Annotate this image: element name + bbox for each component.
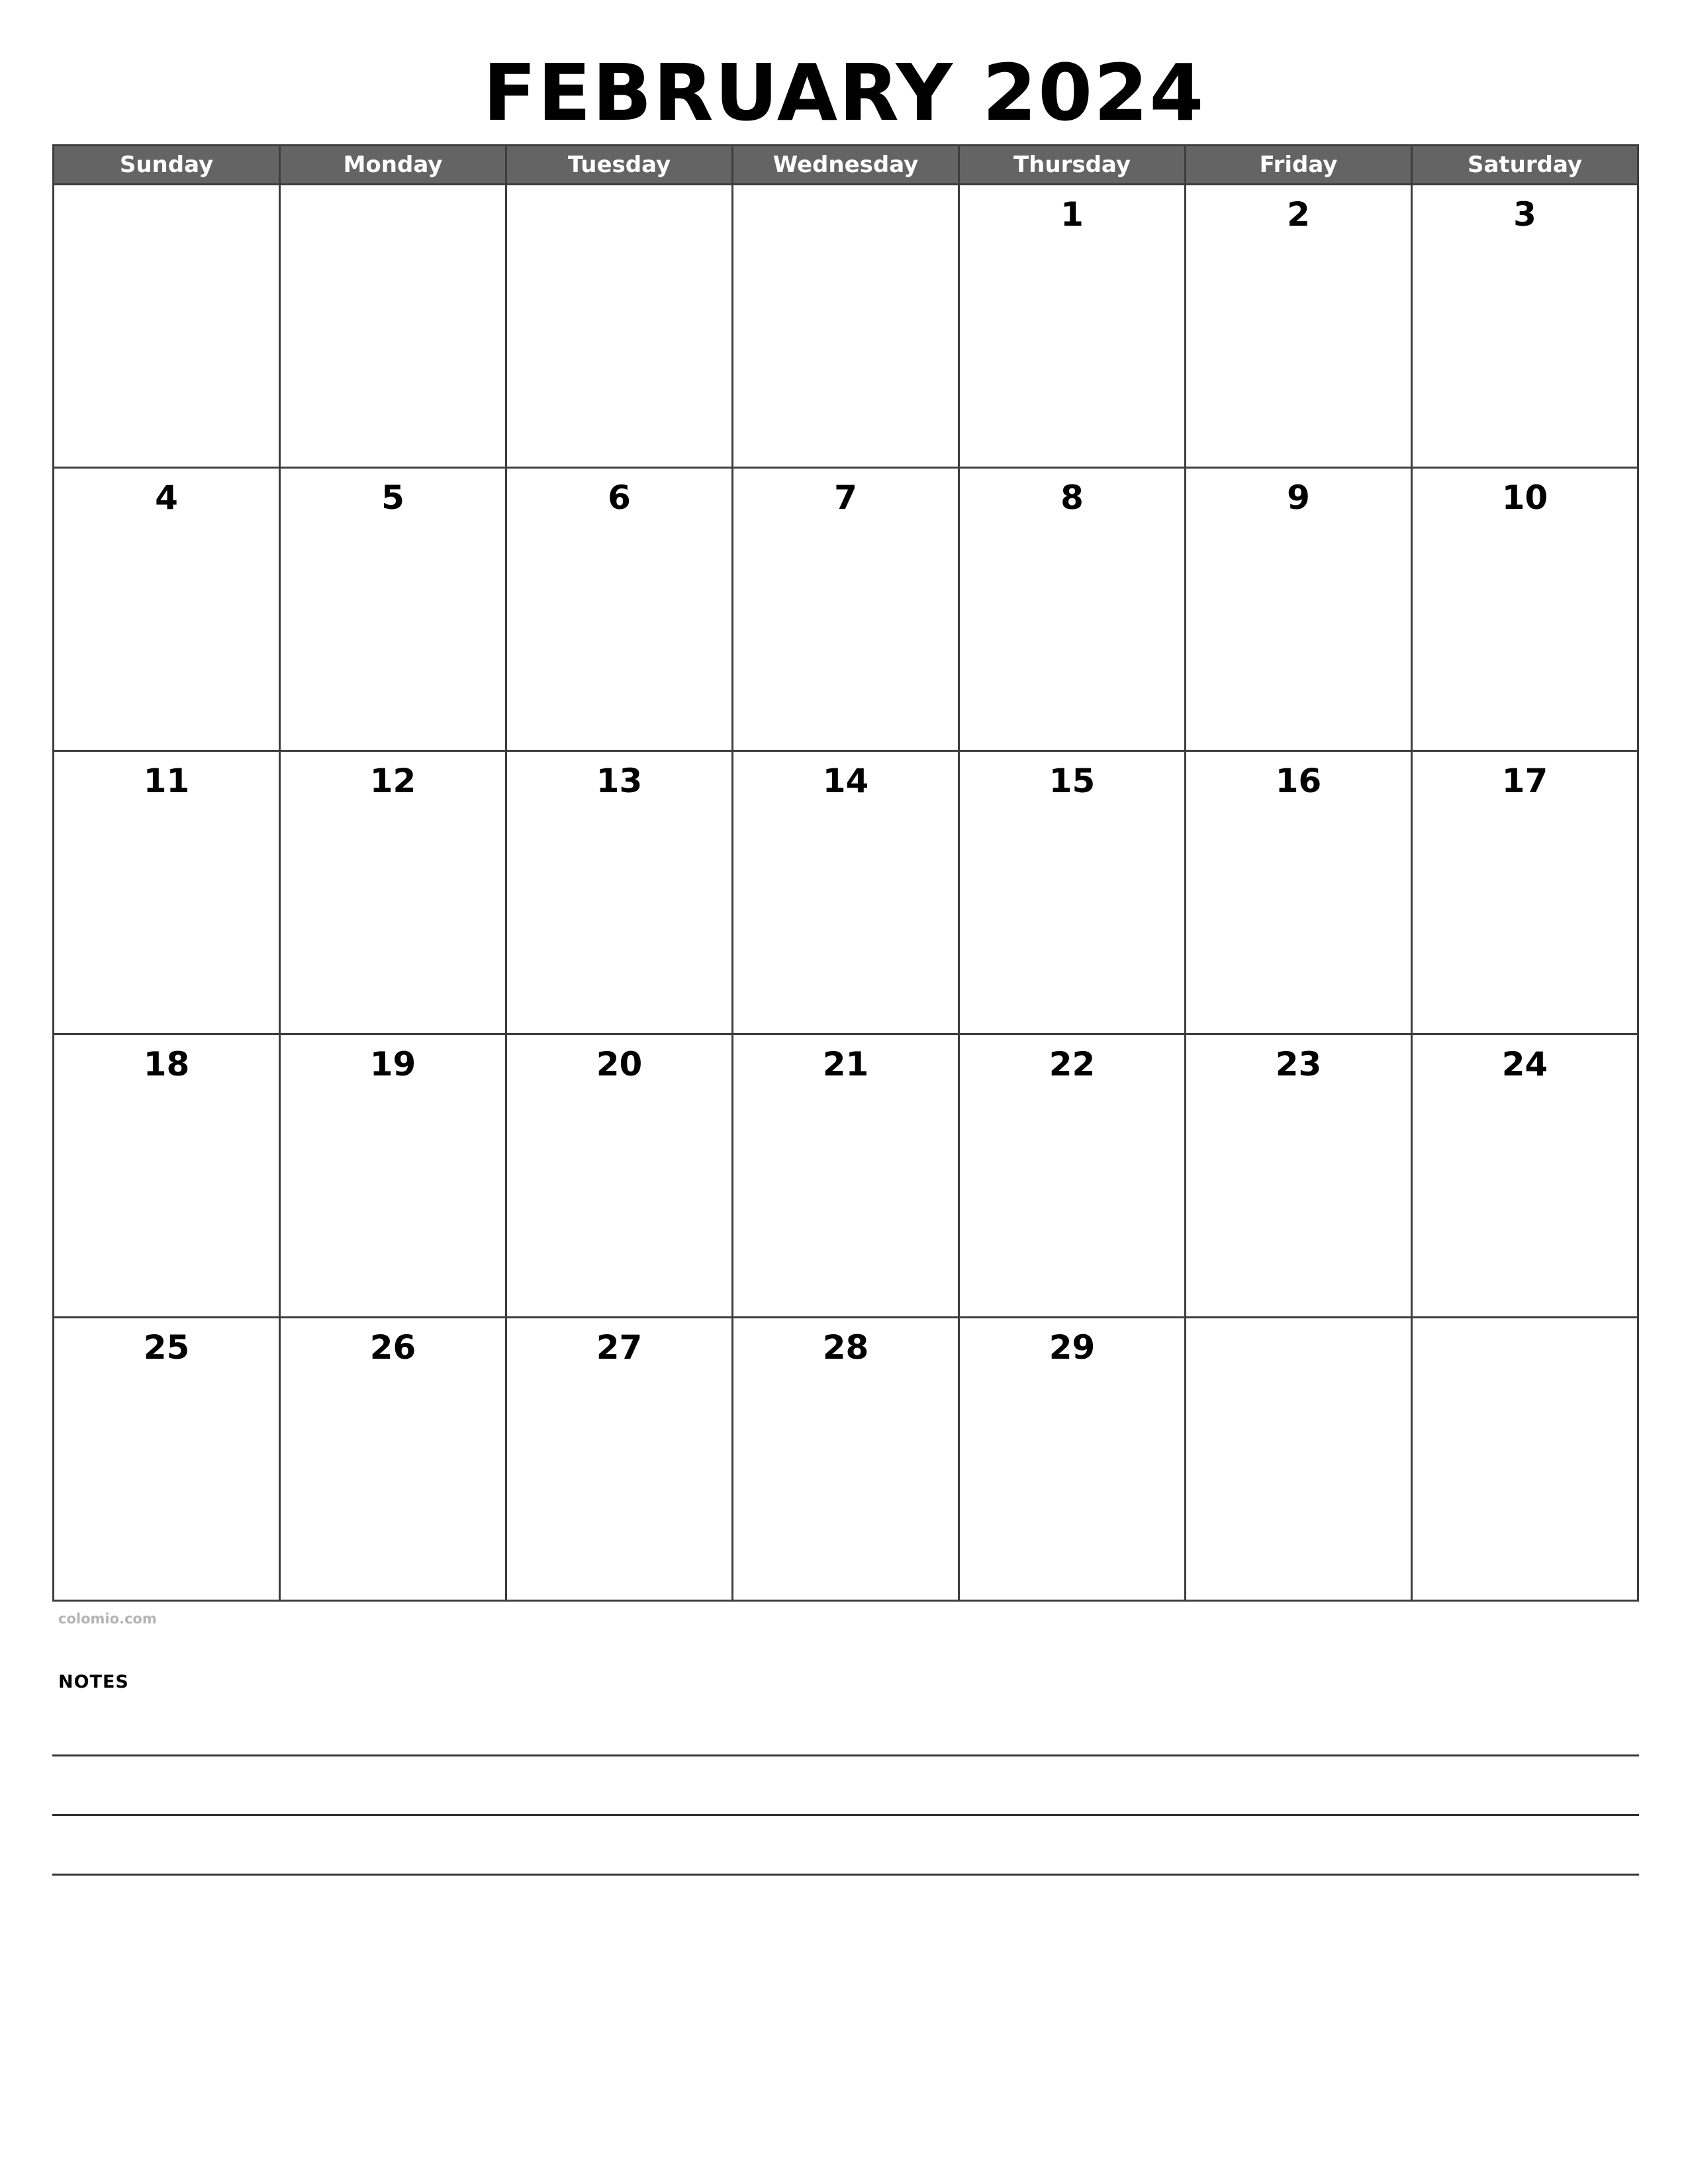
day-cell [1186,751,1412,1034]
day-cell [506,468,733,751]
month-calendar-grid [52,144,1639,1602]
day-number: 19 [369,1045,416,1083]
day-cell [54,468,280,751]
day-cell [1186,1318,1412,1601]
day-number [54,185,279,195]
day-cell [54,185,280,468]
day-number: 5 [381,478,404,517]
week-row [54,751,1638,1034]
weekday-header-friday: Friday [1186,146,1412,185]
week-row [54,185,1638,468]
weekday-header-row [54,146,1638,185]
day-cell [1412,1034,1638,1318]
day-cell [959,1034,1186,1318]
weekday-header-sunday: Sunday [54,146,280,185]
day-cell [54,1318,280,1601]
day-cell [1412,185,1638,468]
day-cell [1186,468,1412,751]
day-cell [54,751,280,1034]
day-number: 1 [1060,195,1084,234]
note-line [52,1814,1639,1816]
day-number: 3 [1513,195,1536,234]
day-number: 15 [1049,762,1096,800]
day-number: 23 [1275,1045,1322,1083]
day-number: 18 [143,1045,190,1083]
day-cell [280,751,506,1034]
day-number: 4 [155,478,178,517]
day-number: 12 [369,762,416,800]
day-number: 8 [1060,478,1084,517]
day-cell [280,1034,506,1318]
day-cell [506,1318,733,1601]
day-number [733,185,958,195]
day-number [1413,1318,1637,1328]
week-row [54,1034,1638,1318]
weekday-header-monday: Monday [280,146,506,185]
day-number: 29 [1049,1328,1096,1367]
day-number [281,185,505,195]
day-cell [1412,751,1638,1034]
day-number: 26 [369,1328,416,1367]
day-number: 17 [1501,762,1548,800]
day-number: 28 [822,1328,869,1367]
day-cell [959,751,1186,1034]
day-number: 21 [822,1045,869,1083]
day-number: 7 [834,478,857,517]
week-row [54,1318,1638,1601]
day-cell [280,468,506,751]
day-cell [1186,1034,1412,1318]
day-number: 16 [1275,762,1322,800]
day-number: 13 [596,762,643,800]
day-cell [506,185,733,468]
day-number: 24 [1501,1045,1548,1083]
day-cell [1186,185,1412,468]
day-cell [506,751,733,1034]
note-line [52,1754,1639,1756]
day-number: 11 [143,762,190,800]
day-cell [54,1034,280,1318]
week-row [54,468,1638,751]
day-cell [733,1034,959,1318]
day-cell [1412,1318,1638,1601]
page-title: FEBRUARY 2024 [483,47,1205,138]
day-number: 9 [1287,478,1310,517]
weekday-header-tuesday: Tuesday [506,146,733,185]
day-cell [733,751,959,1034]
site-credit: colomio.com [58,1611,157,1627]
weekday-header-saturday: Saturday [1412,146,1638,185]
weekday-header-wednesday: Wednesday [733,146,959,185]
day-number: 14 [822,762,869,800]
day-number: 2 [1287,195,1310,234]
day-cell [280,1318,506,1601]
day-cell [1412,468,1638,751]
day-cell [733,468,959,751]
day-cell [959,468,1186,751]
day-number: 27 [596,1328,643,1367]
day-number: 22 [1049,1045,1096,1083]
day-cell [959,1318,1186,1601]
note-line [52,1874,1639,1876]
day-cell [733,185,959,468]
day-number [507,185,731,195]
day-cell [280,185,506,468]
weekday-header-thursday: Thursday [959,146,1186,185]
day-cell [959,185,1186,468]
day-number: 20 [596,1045,643,1083]
day-cell [733,1318,959,1601]
day-cell [506,1034,733,1318]
notes-label: NOTES [58,1672,129,1692]
day-number: 10 [1501,478,1548,517]
day-number: 25 [143,1328,190,1367]
day-number: 6 [608,478,631,517]
day-number [1186,1318,1411,1328]
